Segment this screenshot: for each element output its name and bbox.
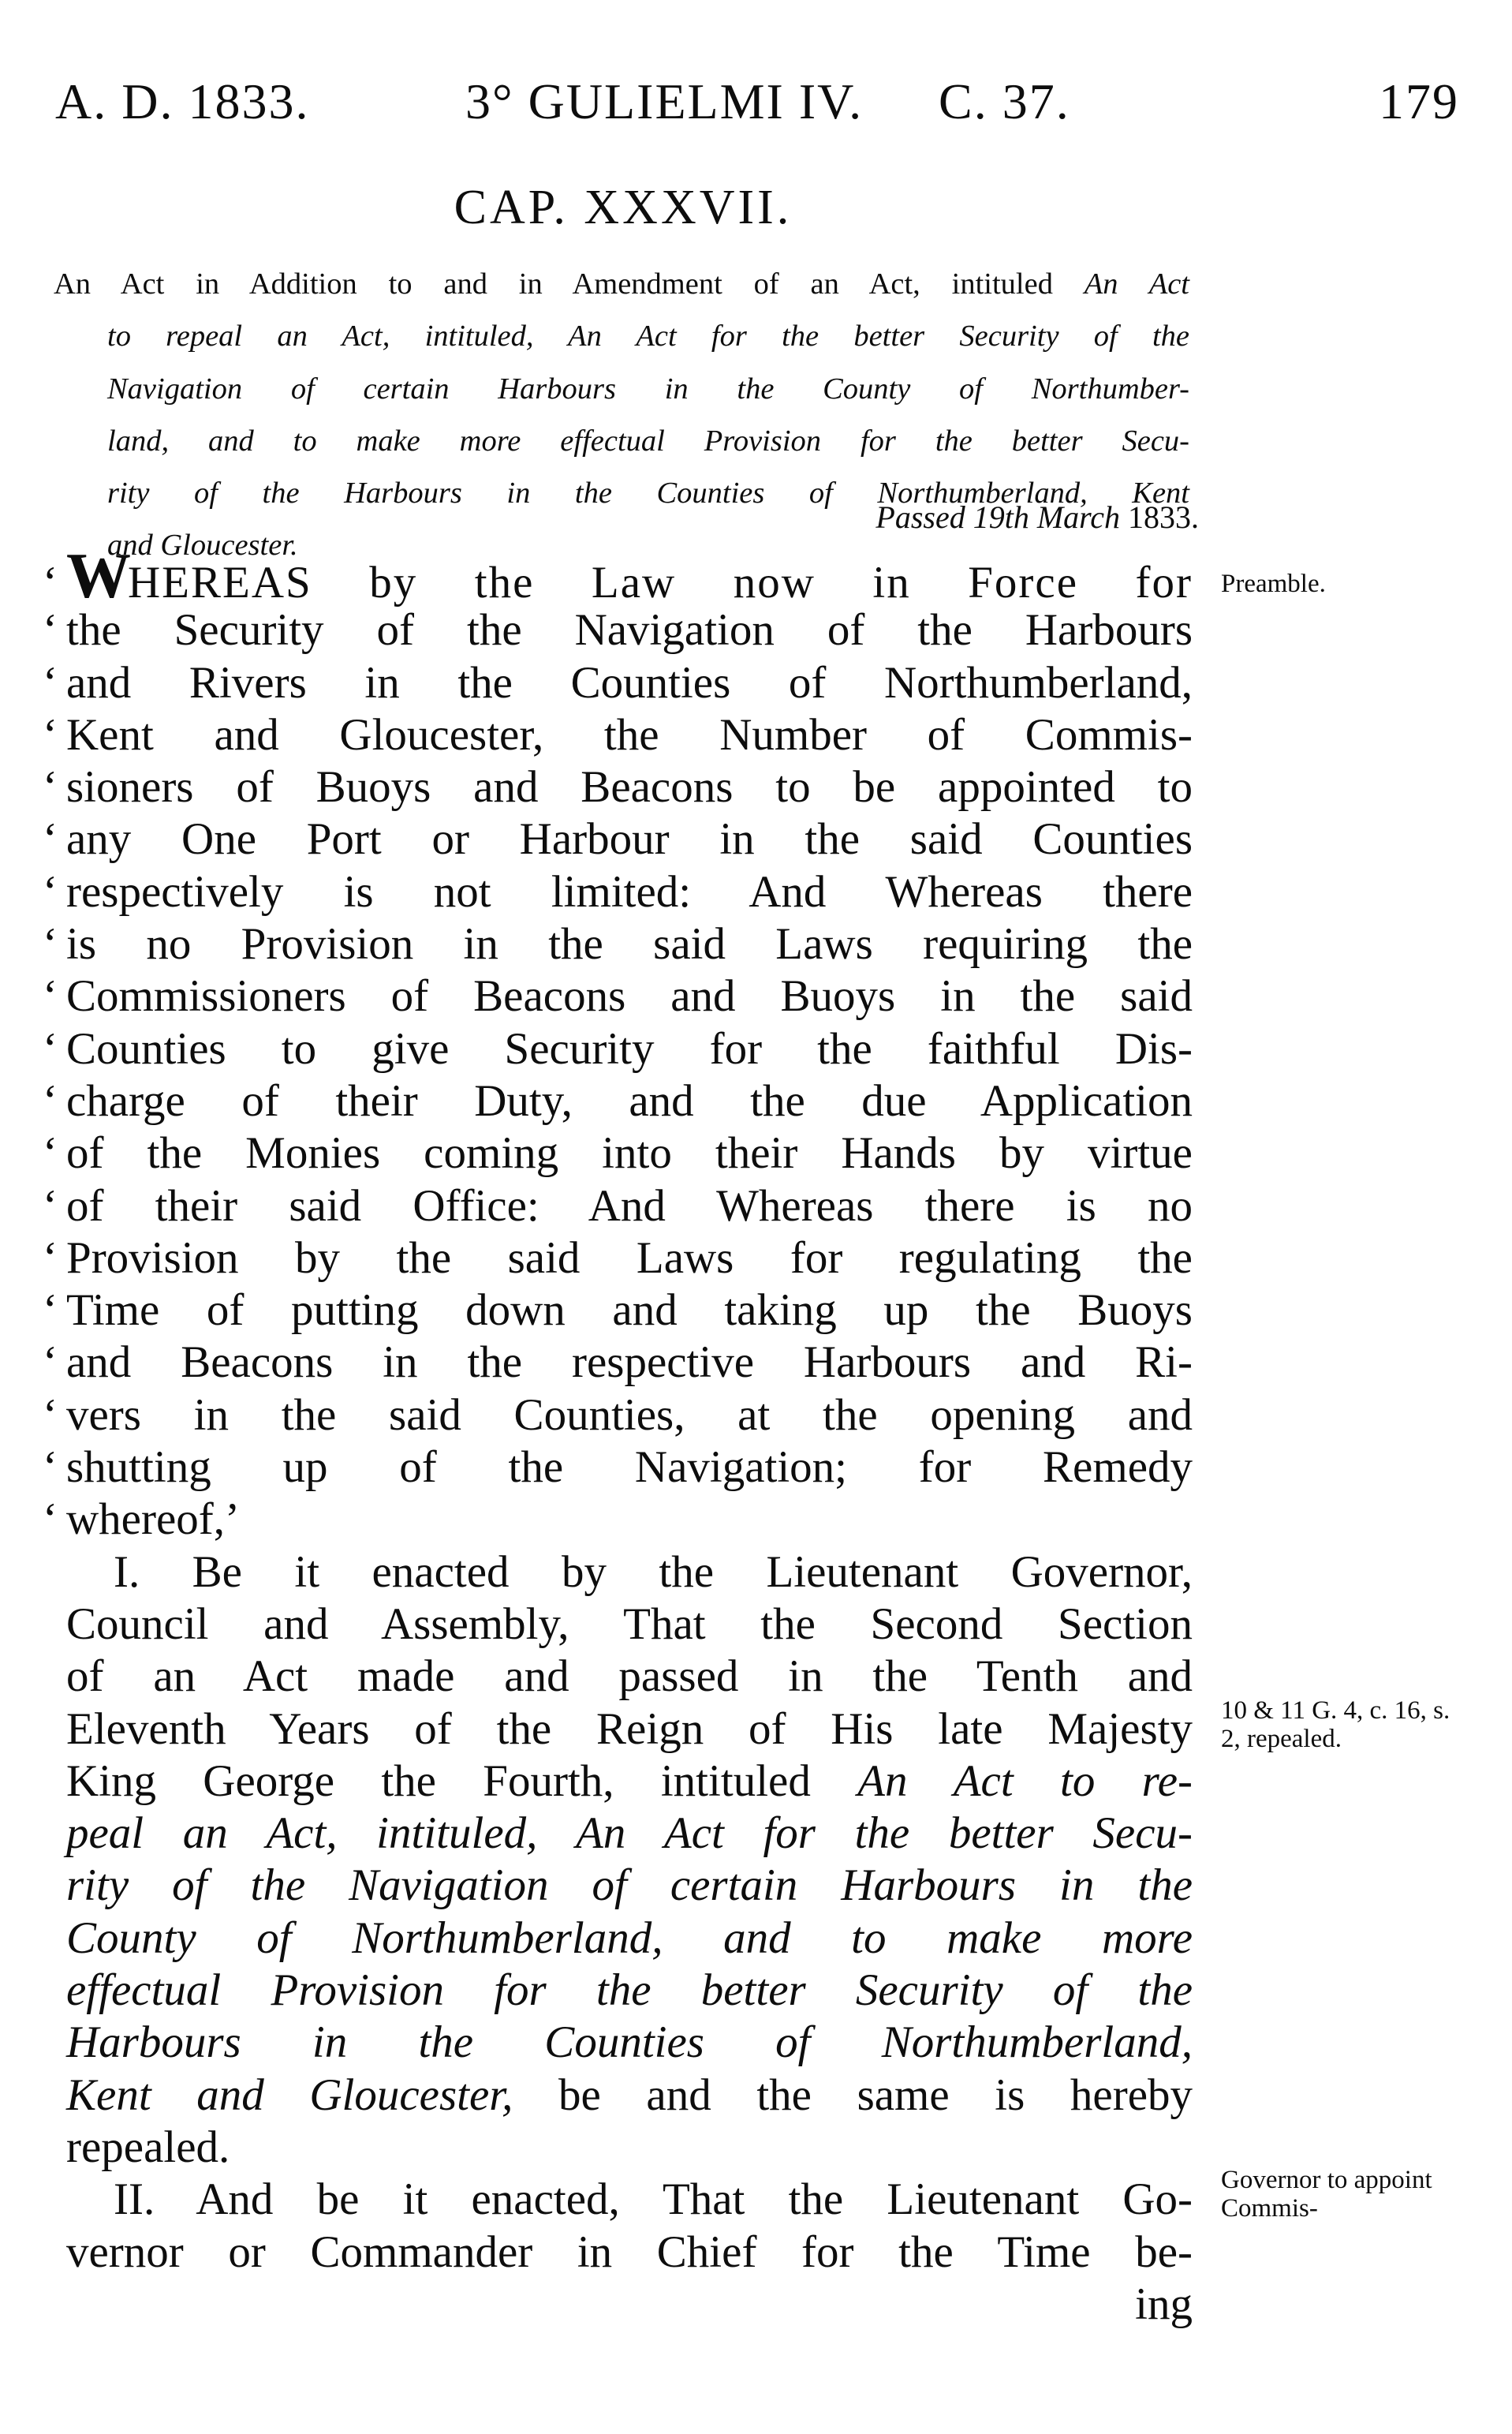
preamble-line: ‘ Commissioners of Beacons and Buoys in the said (43, 971, 1193, 1022)
passed-text: Passed 19th March (875, 499, 1128, 535)
section-1-line (66, 1860, 1193, 1912)
preamble-text: respectively is not limited: And Whereas there (66, 866, 1193, 917)
preamble-text: of their said Office: And Whereas there is no (66, 1180, 1193, 1231)
preamble-text: is no Provision in the said Laws requiring the (66, 919, 1193, 970)
preamble-line: ‘ of their said Office: And Whereas there is no (43, 1180, 1193, 1231)
long-title-line: rity of the Harbours in the Counties of Northumberland, Kent (107, 477, 1189, 510)
long-title-line: to repeal an Act, intituled, An Act for the better Security of the (107, 320, 1189, 353)
section-1-line (66, 1808, 1193, 1860)
section-1-line (66, 1703, 1193, 1755)
body-text (43, 540, 1193, 2331)
section-2 (66, 2174, 1193, 2331)
preamble-text: shutting up of the Navigation; for Remedy (66, 1442, 1193, 1493)
preamble-text: Commissioners of Beacons and Buoys in the said (66, 971, 1193, 1022)
section-1-line (66, 2122, 1193, 2174)
section-1-line (66, 1755, 1193, 1808)
section-2-line: ing (1135, 2279, 1193, 2329)
preamble-text: Provision by the said Laws for regulating the (66, 1232, 1193, 1283)
preamble-line: ‘ Kent and Gloucester, the Number of Commis- (43, 709, 1193, 760)
preamble-line: ‘ and Rivers in the Counties of Northumberland, (43, 657, 1193, 708)
long-title-line: Navigation of certain Harbours in the County of Northumber- (107, 372, 1189, 406)
preamble-text: WHEREAS by the Law now in Force for (66, 540, 1193, 611)
running-head-chapter: C. 37. (939, 73, 1070, 129)
preamble-text: and Beacons in the respective Harbours and Ri- (66, 1337, 1193, 1388)
section-1-roman: of an Act made and passed in the Tenth and (66, 1651, 1193, 1702)
preamble-line: ‘ Time of putting down and taking up the Buoys (43, 1285, 1193, 1336)
long-title-line (54, 268, 1189, 320)
preamble-line: ‘ shutting up of the Navigation; for Remedy (43, 1442, 1193, 1493)
preamble-line: ‘ Counties to give Security for the faithful Dis- (43, 1023, 1193, 1074)
preamble-text: the Security of the Navigation of the Harbours (66, 605, 1193, 656)
margin-note-preamble: Preamble. (1221, 570, 1326, 598)
section-1-line (66, 2017, 1193, 2069)
long-title-line: and Gloucester. (107, 529, 298, 563)
preamble-text: sioners of Buoys and Beacons to be appointed to (66, 762, 1193, 813)
running-head (55, 73, 1467, 136)
section-1-italic: rity of the Navigation of certain Harbours in the (66, 1860, 1193, 1911)
section-1 (66, 1546, 1193, 2174)
preamble-line: ‘ is no Provision in the said Laws requiring the (43, 919, 1193, 970)
preamble-text: and Rivers in the Counties of Northumberland, (66, 657, 1193, 708)
preamble-line: ‘ sioners of Buoys and Beacons to be appointed to (43, 762, 1193, 813)
preamble-line: ‘ Provision by the said Laws for regulating the (43, 1232, 1193, 1283)
passed-year: 1833. (1128, 499, 1199, 535)
preamble-text: Kent and Gloucester, the Number of Commis- (66, 709, 1193, 760)
page-number: 179 (1379, 73, 1459, 129)
preamble-line: ‘ vers in the said Counties, at the opening and (43, 1389, 1193, 1440)
section-1-after: be and the same is hereby (513, 2069, 1193, 2120)
passed-date (710, 499, 1199, 536)
preamble-line: ‘ and Beacons in the respective Harbours and Ri- (43, 1337, 1193, 1388)
section-1-line (66, 1965, 1193, 2017)
section-2-line: II. And be it enacted, That the Lieutenant Go- (114, 2174, 1193, 2225)
section-1-italic: County of Northumberland, and to make more (66, 1912, 1193, 1963)
preamble-text: Time of putting down and taking up the Buoys (66, 1285, 1193, 1336)
preamble-line: ‘ charge of their Duty, and the due Application (43, 1075, 1193, 1126)
section-1-roman: Eleventh Years of the Reign of His late Majesty (66, 1703, 1193, 1754)
long-title-roman: An Act in Addition to and in Amendment of an Act, intituled (54, 267, 1085, 301)
preamble-line: ‘ any One Port or Harbour in the said Counties (43, 814, 1193, 865)
section-1-roman: repealed. (66, 2122, 230, 2172)
section-1-line (66, 1912, 1193, 1965)
section-1-line (66, 1598, 1193, 1651)
preamble-text: Counties to give Security for the faithful Dis- (66, 1023, 1193, 1074)
long-title-line: land, and to make more effectual Provision for the better Secu- (107, 424, 1189, 458)
section-1-line (66, 2069, 1193, 2122)
margin-note-governor: Governor to appoint Commis- (1221, 2166, 1432, 2223)
section-1-line (66, 1546, 1193, 1598)
section-1-roman: King George the Fourth, intituled (66, 1755, 858, 1806)
preamble-line: ‘ whereof,’ (43, 1494, 240, 1545)
running-head-year: A. D. 1833. (55, 73, 310, 129)
section-1-roman: Council and Assembly, That the Second Section (66, 1598, 1193, 1649)
preamble-line: ‘ the Security of the Navigation of the Harbours (43, 605, 1193, 656)
section-1-italic: Harbours in the Counties of Northumberland, (66, 2017, 1193, 2068)
preamble-text: of the Monies coming into their Hands by virtue (66, 1128, 1193, 1179)
preamble-text: any One Port or Harbour in the said Counties (66, 814, 1193, 865)
section-1-roman: I. Be it enacted by the Lieutenant Governor, (114, 1546, 1193, 1597)
preamble-text: vers in the said Counties, at the opening and (66, 1389, 1193, 1440)
preamble (43, 540, 1193, 1546)
margin-note-repealed: 10 & 11 G. 4, c. 16, s. 2, repealed. (1221, 1696, 1450, 1753)
running-head-reign: 3° GULIELMI IV. (465, 73, 864, 129)
section-1-italic: effectual Provision for the better Security of the (66, 1965, 1193, 2016)
preamble-text: whereof,’ (66, 1494, 240, 1545)
section-1-line (66, 1651, 1193, 1703)
chapter-heading: CAP. XXXVII. (454, 181, 793, 234)
section-1-italic: Kent and Gloucester, (66, 2069, 513, 2120)
preamble-text: charge of their Duty, and the due Application (66, 1075, 1193, 1126)
preamble-line: ‘ respectively is not limited: And Whereas there (43, 866, 1193, 917)
section-2-line: vernor or Commander in Chief for the Time be- (66, 2226, 1193, 2277)
long-title-italic: An Act (1084, 267, 1189, 301)
section-1-italic: An Act to re- (857, 1755, 1193, 1806)
section-1-italic: peal an Act, intituled, An Act for the better Secu- (66, 1808, 1193, 1859)
preamble-line: ‘ of the Monies coming into their Hands by virtue (43, 1128, 1193, 1179)
preamble-line: ‘ WHEREAS by the Law now in Force for (43, 540, 1193, 611)
